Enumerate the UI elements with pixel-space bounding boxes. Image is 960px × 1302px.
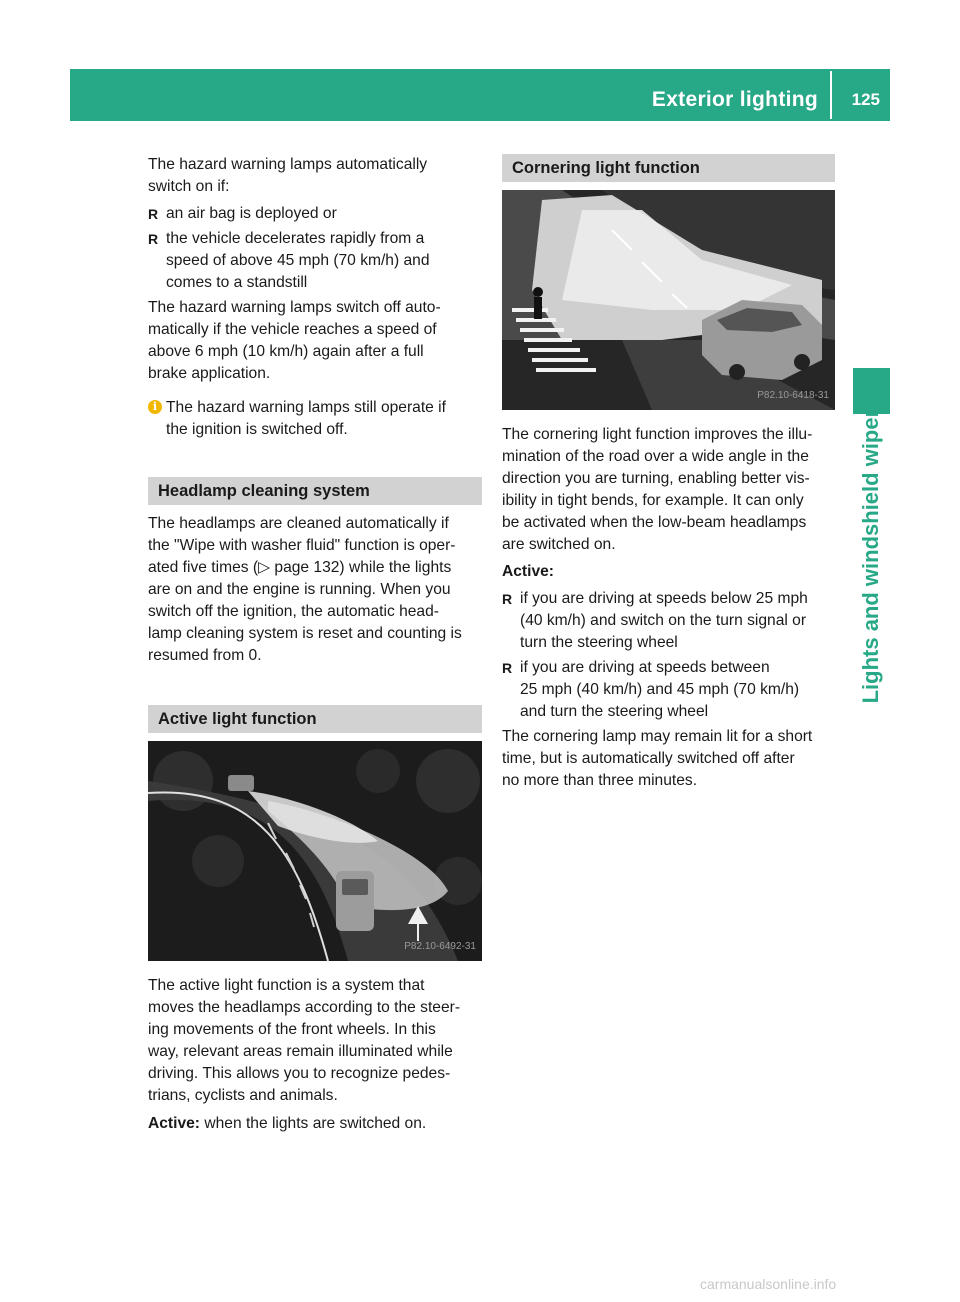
- text-line: turn the steering wheel: [520, 634, 678, 651]
- text-line: The hazard warning lamps automatically: [148, 156, 428, 173]
- active-light-illustration: [148, 741, 482, 961]
- text-line: moves the headlamps according to the steer-: [148, 999, 461, 1016]
- active-value: when the lights are switched on.: [200, 1115, 427, 1132]
- cornering-light-image: [502, 190, 835, 410]
- text-line: are switched on.: [502, 536, 616, 553]
- header-separator: [830, 71, 832, 119]
- text-line: the vehicle decelerates rapidly from a: [166, 230, 425, 247]
- bullet-item: [148, 228, 482, 294]
- text-line: no more than three minutes.: [502, 772, 698, 789]
- text-line: mination of the road over a wide angle in the: [502, 448, 809, 465]
- text-line: be activated when the low-beam headlamps: [502, 514, 807, 531]
- text-line: The headlamps are cleaned automatically if: [148, 515, 449, 532]
- left-column: [148, 154, 482, 1140]
- text-line: direction you are turning, enabling better vis-: [502, 470, 810, 487]
- text-line: above 6 mph (10 km/h) again after a full: [148, 343, 424, 360]
- cornering-light-illustration: [502, 190, 835, 410]
- cornering-text: [502, 424, 835, 556]
- headlamp-text: [148, 513, 482, 667]
- text-line: The cornering lamp may remain lit for a short: [502, 728, 813, 745]
- section-heading-cornering-light: Cornering light function: [502, 154, 835, 182]
- text-line: trians, cyclists and animals.: [148, 1087, 338, 1104]
- text-line: switch off the ignition, the automatic head-: [148, 603, 439, 620]
- text-line: The cornering light function improves the illu-: [502, 426, 813, 443]
- header-title: Exterior lighting: [651, 88, 818, 111]
- section-heading-active-light: Active light function: [148, 705, 482, 733]
- bullet-item: [148, 203, 482, 225]
- active-light-text: [148, 975, 482, 1107]
- figure-code: P82.10-6492-31: [404, 941, 476, 952]
- page-number: 125: [851, 90, 880, 109]
- page-header: [70, 69, 890, 121]
- text-line: (40 km/h) and switch on the turn signal or: [520, 612, 807, 629]
- bullet-item: [502, 588, 835, 654]
- text-line: the ignition is switched off.: [166, 421, 348, 438]
- section-heading-headlamp-cleaning: Headlamp cleaning system: [148, 477, 482, 505]
- text-line: if you are driving at speeds between: [520, 659, 770, 676]
- text-line: speed of above 45 mph (70 km/h) and: [166, 252, 430, 269]
- cornering-end-text: [502, 726, 835, 792]
- chapter-label: Lights and windshield wipers: [858, 396, 883, 704]
- text-line: matically if the vehicle reaches a speed of: [148, 321, 437, 338]
- text-line: ibility in tight bends, for example. It can only: [502, 492, 804, 509]
- text-line: lamp cleaning system is reset and counting is: [148, 625, 462, 642]
- text-line: The hazard warning lamps still operate if: [166, 399, 446, 416]
- cornering-active-label: Active:: [502, 563, 554, 580]
- active-condition: [148, 1113, 482, 1135]
- info-note: [148, 397, 482, 441]
- text-line: an air bag is deployed or: [166, 205, 337, 222]
- text-line: comes to a standstill: [166, 274, 308, 291]
- text-line: 25 mph (40 km/h) and 45 mph (70 km/h): [520, 681, 800, 698]
- text-line: ing movements of the front wheels. In this: [148, 1021, 436, 1038]
- text-line: the "Wipe with washer fluid" function is oper-: [148, 537, 456, 554]
- info-icon: i: [148, 400, 162, 414]
- text-line: way, relevant areas remain illuminated while: [148, 1043, 453, 1060]
- text-line: and turn the steering wheel: [520, 703, 709, 720]
- hazard-off-text: [148, 297, 482, 385]
- text-line: driving. This allows you to recognize pedes-: [148, 1065, 451, 1082]
- text-line: The hazard warning lamps switch off auto-: [148, 299, 441, 316]
- text-line: switch on if:: [148, 178, 230, 195]
- text-line: The active light function is a system that: [148, 977, 425, 994]
- active-label: Active:: [148, 1115, 200, 1132]
- bullet-item: [502, 657, 835, 723]
- right-column: [502, 154, 835, 797]
- text-line: ated five times (: [148, 559, 259, 576]
- text-line: resumed from 0.: [148, 647, 262, 664]
- text-line: are on and the engine is running. When you: [148, 581, 451, 598]
- footer-watermark: carmanualsonline.info: [700, 1276, 837, 1292]
- page-ref-link[interactable]: page 132) while the lights: [270, 559, 452, 576]
- text-line: brake application.: [148, 365, 271, 382]
- hazard-intro: [148, 154, 482, 198]
- text-line: if you are driving at speeds below 25 mph: [520, 590, 808, 607]
- active-light-image: [148, 741, 482, 961]
- text-line: time, but is automatically switched off after: [502, 750, 795, 767]
- figure-code: P82.10-6418-31: [757, 390, 829, 401]
- page-ref-arrow-icon: ▷: [258, 559, 271, 576]
